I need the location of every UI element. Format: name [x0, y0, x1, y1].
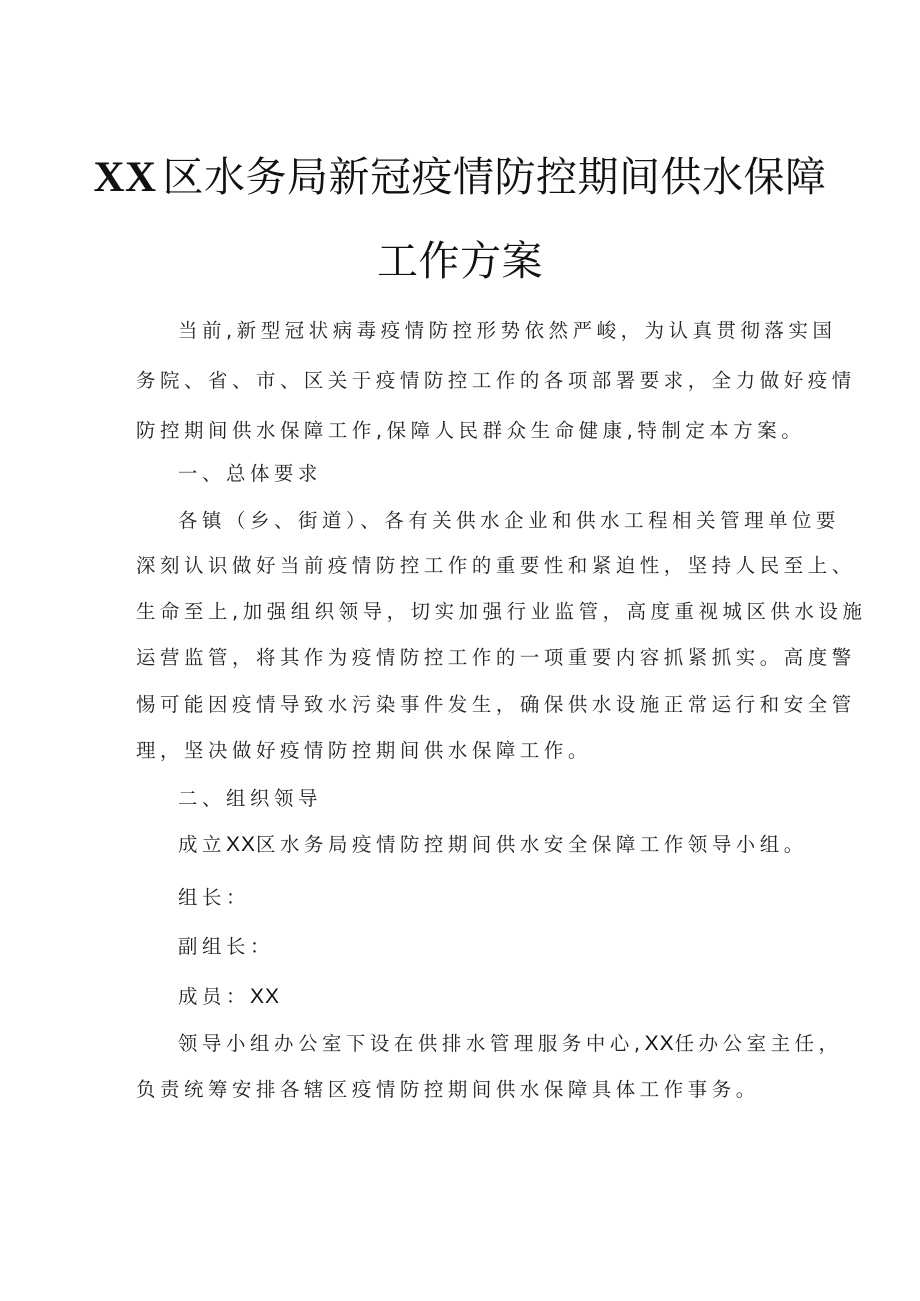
intro-line-1: 当前,新型冠状病毒疫情防控形势依然严峻，为认真贯彻落实国: [178, 319, 837, 342]
section-1-heading: 一、总体要求: [178, 462, 322, 485]
document-title-line-2: 工作方案: [377, 237, 543, 285]
establish-district-placeholder: XX: [225, 833, 256, 856]
section-1-line-5: 惕可能因疫情导致水污染事件发生，确保供水设施正常运行和安全管: [136, 693, 856, 716]
section-1-line-1: 各镇（乡、街道）、各有关供水企业和供水工程相关管理单位要: [178, 509, 841, 532]
office-text-a: 领导小组办公室下设在供排水管理服务中心,: [178, 1032, 645, 1055]
title-text: 区水务局新冠疫情防控期间供水保障: [162, 153, 827, 201]
title-district-placeholder: XX: [93, 154, 157, 201]
deputy-leader-label: 副组长：: [178, 935, 274, 958]
office-line-1: [178, 1029, 843, 1059]
office-text-b: 任办公室主任，: [674, 1032, 843, 1055]
office-line-2: 负责统筹安排各辖区疫情防控期间供水保障具体工作事务。: [136, 1078, 760, 1101]
intro-line-3: 防控期间供水保障工作,保障人民群众生命健康,特制定本方案。: [136, 419, 806, 442]
members-line: [178, 982, 280, 1012]
intro-line-2: 务院、省、市、区关于疫情防控工作的各项部署要求，全力做好疫情: [136, 369, 856, 392]
section-1-line-2: 深刻认识做好当前疫情防控工作的重要性和紧迫性，坚持人民至上、: [136, 554, 856, 577]
members-value: XX: [249, 985, 280, 1008]
section-1-line-3: 生命至上,加强组织领导，切实加强行业监管，高度重视城区供水设施: [136, 600, 867, 623]
group-leader-label: 组长：: [178, 886, 250, 909]
section-1-line-6: 理，坚决做好疫情防控期间供水保障工作。: [136, 739, 592, 762]
members-label: 成员：: [178, 985, 250, 1008]
establish-group-line: [178, 830, 808, 860]
document-title-line-1: [0, 153, 920, 202]
office-director-placeholder: XX: [644, 1032, 675, 1055]
section-2-heading: 二、组织领导: [178, 787, 322, 810]
section-1-line-4: 运营监管，将其作为疫情防控工作的一项重要内容抓紧抓实。高度警: [136, 646, 856, 669]
establish-rest: 区水务局疫情防控期间供水安全保障工作领导小组。: [256, 833, 808, 856]
establish-prefix: 成立: [178, 833, 226, 856]
